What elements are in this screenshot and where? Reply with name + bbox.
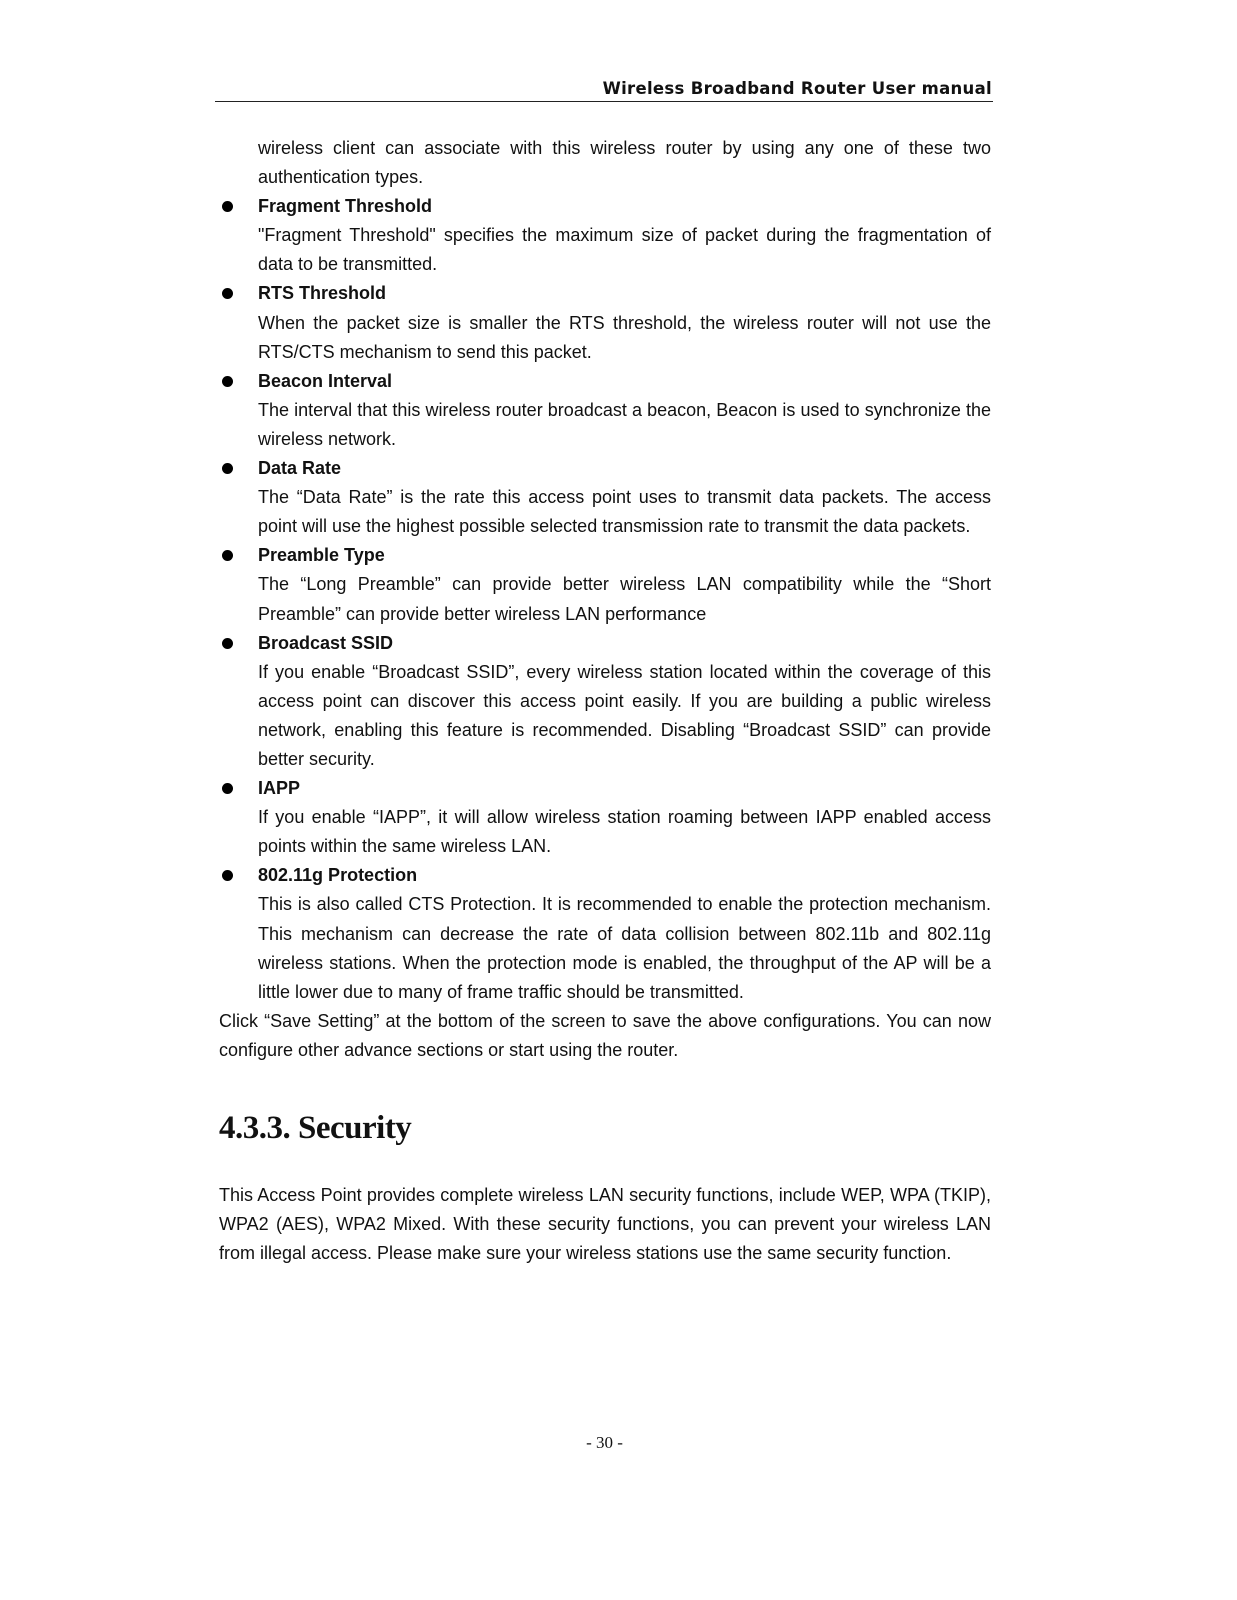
bullet-description: When the packet size is smaller the RTS threshold, the wireless router will not use the RTS/CTS mechanism to send this packet.: [258, 312, 991, 362]
bullet-description: "Fragment Threshold" specifies the maximum size of packet during the fragmentation of data to be transmitted.: [258, 225, 991, 275]
bullet-dot-icon: [222, 201, 233, 212]
bullet-dot-icon: [222, 288, 233, 299]
bullet-80211g-protection: [219, 861, 991, 1006]
bullet-title: Preamble Type: [258, 545, 385, 566]
closing-paragraph: Click “Save Setting” at the bottom of the screen to save the above configurations. You can now configure other advance sections or start using the router.: [219, 1010, 991, 1060]
bullet-dot-icon: [222, 376, 233, 387]
bullet-dot-icon: [222, 870, 233, 881]
section-paragraph: This Access Point provides complete wireless LAN security functions, include WEP, WPA (TKIP), WPA2 (AES), WPA2 Mixed. With these security functions, you can prevent your wireless LAN from illegal access. Please make sure your wireless stations use the same security function.: [219, 1185, 991, 1264]
bullet-description: The “Data Rate” is the rate this access point uses to transmit data packets. The access point will use the highest possible selected transmission rate to transmit the data packets.: [258, 487, 991, 537]
bullet-title: Broadcast SSID: [258, 632, 394, 653]
bullet-dot-icon: [222, 638, 233, 649]
bullet-rts-threshold: [219, 279, 991, 366]
bullet-title: 802.11g Protection: [258, 865, 418, 886]
bullet-description: If you enable “IAPP”, it will allow wireless station roaming between IAPP enabled access points within the same wireless LAN.: [258, 807, 991, 857]
bullet-title: IAPP: [258, 778, 301, 799]
bullet-title: RTS Threshold: [258, 283, 387, 304]
bullet-description: The “Long Preamble” can provide better wireless LAN compatibility while the “Short Preamble” can provide better wireless LAN performance: [258, 574, 991, 624]
bullet-dot-icon: [222, 550, 233, 561]
bullet-title: Beacon Interval: [258, 370, 393, 391]
bullet-preamble-type: [219, 541, 991, 628]
bullet-description: The interval that this wireless router broadcast a beacon, Beacon is used to synchronize the wireless network.: [258, 399, 991, 449]
running-header-title: Wireless Broadband Router User manual: [602, 79, 992, 98]
bullet-title: Fragment Threshold: [258, 196, 433, 217]
bullet-title: Data Rate: [258, 458, 342, 479]
bullet-broadcast-ssid: [219, 629, 991, 774]
bullet-description: This is also called CTS Protection. It is recommended to enable the protection mechanism. This mechanism can decrease the rate of data collision between 802.11b and 802.11g wireless stations. When the protection mode is enabled, the throughput of the AP will be a little lower due to many of frame traffic should be transmitted.: [258, 894, 991, 1002]
bullet-fragment-threshold: [219, 192, 991, 279]
bullet-iapp: [219, 774, 991, 861]
page-number: - 30 -: [586, 1433, 623, 1452]
bullet-description: If you enable “Broadcast SSID”, every wireless station located within the coverage of this access point can discover this access point easily. If you are building a public wireless network, enabling this feature is recommended. Disabling “Broadcast SSID” can provide better security.: [258, 661, 991, 769]
bullet-data-rate: [219, 454, 991, 541]
bullet-dot-icon: [222, 783, 233, 794]
intro-continuation-paragraph: wireless client can associate with this wireless router by using any one of these two authentication types.: [258, 138, 991, 188]
header-divider: [215, 101, 993, 102]
page-body: [219, 134, 991, 1268]
bullet-dot-icon: [222, 463, 233, 474]
section-heading: 4.3.3. Security: [219, 1110, 412, 1146]
bullet-beacon-interval: [219, 367, 991, 454]
